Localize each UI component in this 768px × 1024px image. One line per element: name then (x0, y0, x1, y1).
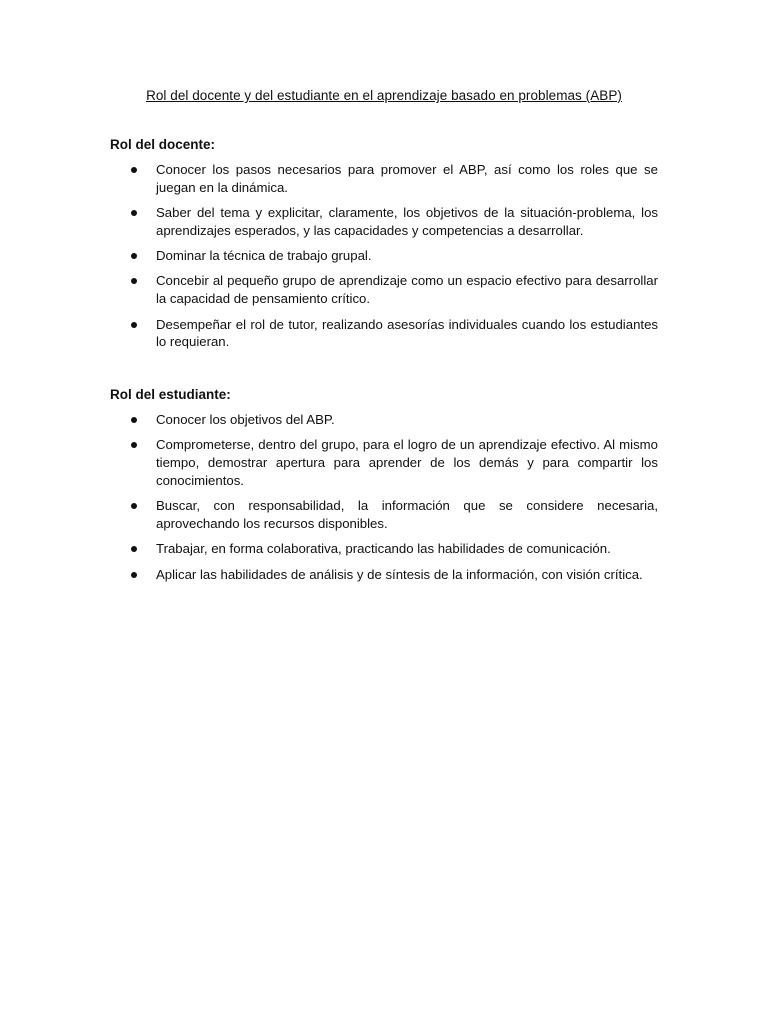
list-estudiante (110, 411, 658, 583)
document-title: Rol del docente y del estudiante en el aprendizaje basado en problemas (ABP) (146, 88, 622, 103)
list-item (110, 411, 658, 429)
list-item-text: Dominar la técnica de trabajo grupal. (156, 248, 372, 264)
bullet-icon (131, 278, 137, 284)
list-item (110, 316, 658, 352)
section-rol-estudiante (110, 386, 658, 591)
bullet-icon (131, 253, 137, 259)
list-docente (110, 161, 658, 351)
bullet-icon (131, 546, 137, 552)
list-item-text: Concebir al pequeño grupo de aprendizaje como un espacio efectivo para desarrollar la capacidad de pensamiento crítico. (156, 273, 658, 307)
list-item (110, 272, 658, 308)
bullet-icon (131, 210, 137, 216)
section-rol-docente (110, 136, 658, 359)
list-item-text: Buscar, con responsabilidad, la información que se considere necesaria, aprovechando los recursos disponibles. (156, 498, 658, 531)
section-heading-estudiante: Rol del estudiante: (110, 387, 231, 402)
list-item (110, 204, 658, 240)
bullet-icon (131, 503, 137, 509)
section-heading-docente: Rol del docente: (110, 137, 216, 152)
bullet-icon (131, 167, 137, 173)
list-item-text: Conocer los pasos necesarios para promover el ABP, así como los roles que se juegan en la dinámica. (156, 162, 658, 195)
list-item-text: Comprometerse, dentro del grupo, para el logro de un aprendizaje efectivo. Al mismo tiempo, demostrar apertura para aprender de los demás y para compartir los conocimientos. (156, 437, 658, 488)
bullet-icon (131, 442, 137, 448)
list-item (110, 497, 658, 533)
list-item-text: Desempeñar el rol de tutor, realizando asesorías individuales cuando los estudiantes lo requieran. (156, 316, 658, 350)
bullet-icon (131, 322, 137, 328)
list-item-text: Saber del tema y explicitar, claramente, los objetivos de la situación-problema, los aprendizajes esperados, y las capacidades y competencias a desarrollar. (156, 205, 658, 238)
bullet-icon (131, 572, 137, 578)
list-item-text: Conocer los objetivos del ABP. (156, 412, 335, 427)
list-item (110, 161, 658, 197)
list-item (110, 566, 658, 584)
list-item (110, 247, 658, 265)
list-item-text: Aplicar las habilidades de análisis y de síntesis de la información, con visión crítica. (156, 566, 643, 582)
list-item (110, 436, 658, 489)
list-item-text: Trabajar, en forma colaborativa, practicando las habilidades de comunicación. (156, 541, 611, 557)
bullet-icon (131, 417, 137, 423)
list-item (110, 540, 658, 558)
